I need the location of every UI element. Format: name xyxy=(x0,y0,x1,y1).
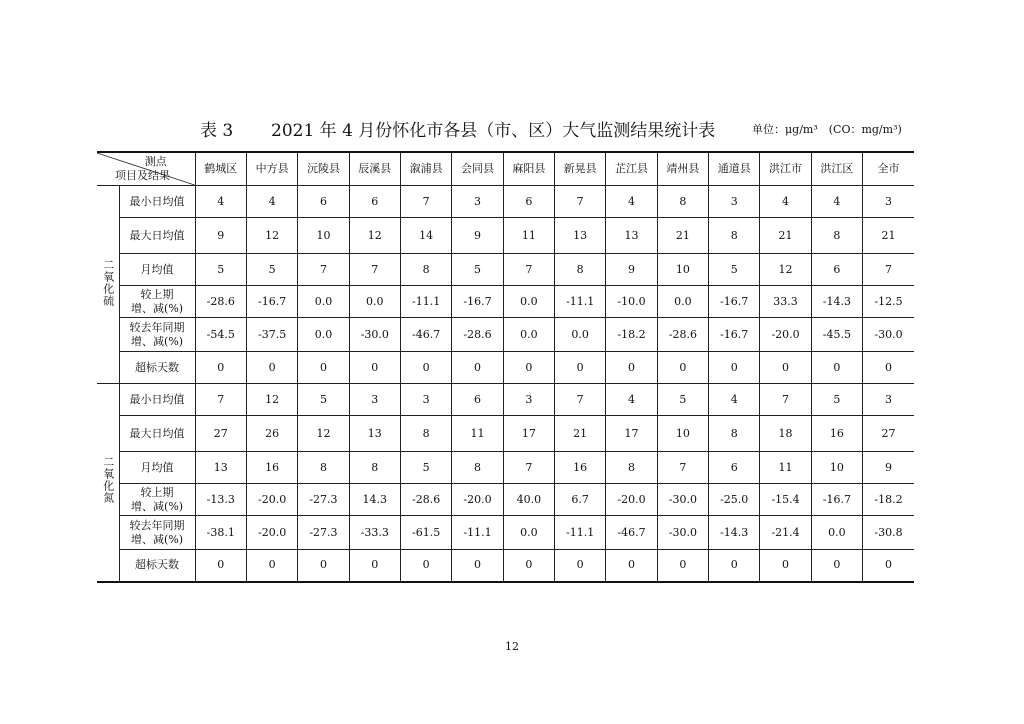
value-cell: -30.0 xyxy=(657,516,708,550)
value-cell: 3 xyxy=(863,186,914,218)
column-header: 会同县 xyxy=(452,152,503,186)
page-number: 12 xyxy=(505,640,519,653)
value-cell: -16.7 xyxy=(709,318,760,352)
value-cell: 5 xyxy=(246,254,297,286)
value-cell: 16 xyxy=(555,452,606,484)
value-cell: 3 xyxy=(349,384,400,416)
value-cell: 0 xyxy=(863,550,914,582)
value-cell: 16 xyxy=(811,416,862,452)
value-cell: 0 xyxy=(452,352,503,384)
column-header: 洪江区 xyxy=(811,152,862,186)
value-cell: 10 xyxy=(811,452,862,484)
value-cell: 9 xyxy=(195,218,246,254)
value-cell: 0.0 xyxy=(349,286,400,318)
column-header: 溆浦县 xyxy=(400,152,451,186)
table-row xyxy=(97,318,914,352)
value-cell: 0 xyxy=(555,550,606,582)
row-label: 最大日均值 xyxy=(129,426,185,440)
value-cell: 4 xyxy=(195,186,246,218)
value-cell: 8 xyxy=(400,416,451,452)
value-cell: -14.3 xyxy=(709,516,760,550)
value-cell: 6 xyxy=(709,452,760,484)
value-cell: -12.5 xyxy=(863,286,914,318)
value-cell: 12 xyxy=(246,218,297,254)
value-cell: 18 xyxy=(760,416,811,452)
table-row xyxy=(97,186,914,218)
value-cell: 0 xyxy=(657,352,708,384)
corner-header-cell xyxy=(97,152,195,186)
table-row xyxy=(97,384,914,416)
row-label-sub: 增、减(%) xyxy=(131,301,184,315)
value-cell: 27 xyxy=(863,416,914,452)
value-cell: 13 xyxy=(349,416,400,452)
value-cell: 8 xyxy=(349,452,400,484)
value-cell: 5 xyxy=(452,254,503,286)
column-header: 靖州县 xyxy=(657,152,708,186)
value-cell: 13 xyxy=(555,218,606,254)
value-cell: 7 xyxy=(195,384,246,416)
value-cell: -16.7 xyxy=(709,286,760,318)
value-cell: 14 xyxy=(400,218,451,254)
value-cell: 0 xyxy=(811,352,862,384)
value-cell: 0 xyxy=(246,352,297,384)
row-label-cell xyxy=(119,318,195,352)
value-cell: 6 xyxy=(349,186,400,218)
value-cell: -14.3 xyxy=(811,286,862,318)
row-label: 超标天数 xyxy=(135,360,180,374)
value-cell: 17 xyxy=(503,416,554,452)
value-cell: 9 xyxy=(606,254,657,286)
value-cell: 7 xyxy=(657,452,708,484)
value-cell: 0.0 xyxy=(657,286,708,318)
value-cell: 21 xyxy=(657,218,708,254)
value-cell: 8 xyxy=(400,254,451,286)
value-cell: 14.3 xyxy=(349,484,400,516)
value-cell: 0 xyxy=(349,550,400,582)
corner-label-item: 项目及结果 xyxy=(115,169,170,182)
value-cell: -18.2 xyxy=(863,484,914,516)
value-cell: 0 xyxy=(863,352,914,384)
group-label: 二氧化硫 xyxy=(101,258,115,307)
value-cell: -33.3 xyxy=(349,516,400,550)
value-cell: 6 xyxy=(452,384,503,416)
column-header: 辰溪县 xyxy=(349,152,400,186)
row-label: 最大日均值 xyxy=(129,228,185,242)
value-cell: -28.6 xyxy=(452,318,503,352)
value-cell: 6 xyxy=(811,254,862,286)
column-header: 新晃县 xyxy=(555,152,606,186)
value-cell: 7 xyxy=(503,452,554,484)
value-cell: 12 xyxy=(760,254,811,286)
value-cell: -16.7 xyxy=(452,286,503,318)
column-header: 鹤城区 xyxy=(195,152,246,186)
table-row xyxy=(97,218,914,254)
value-cell: 0.0 xyxy=(298,318,349,352)
value-cell: 17 xyxy=(606,416,657,452)
value-cell: 4 xyxy=(606,186,657,218)
row-label: 较去年同期 xyxy=(129,320,185,334)
value-cell: -16.7 xyxy=(811,484,862,516)
value-cell: -30.0 xyxy=(657,484,708,516)
row-label: 最小日均值 xyxy=(129,194,185,208)
value-cell: 0 xyxy=(298,352,349,384)
row-label-sub: 增、减(%) xyxy=(131,532,184,546)
row-label-cell xyxy=(119,218,195,254)
value-cell: 8 xyxy=(606,452,657,484)
value-cell: -27.3 xyxy=(298,484,349,516)
value-cell: 4 xyxy=(760,186,811,218)
value-cell: 7 xyxy=(503,254,554,286)
value-cell: -25.0 xyxy=(709,484,760,516)
value-cell: -38.1 xyxy=(195,516,246,550)
air-quality-table xyxy=(97,151,914,583)
value-cell: 0 xyxy=(555,352,606,384)
value-cell: -20.0 xyxy=(760,318,811,352)
value-cell: -10.0 xyxy=(606,286,657,318)
value-cell: 8 xyxy=(657,186,708,218)
row-label: 较去年同期 xyxy=(129,518,185,532)
value-cell: -30.0 xyxy=(349,318,400,352)
value-cell: 11 xyxy=(452,416,503,452)
row-label-cell xyxy=(119,416,195,452)
value-cell: 0 xyxy=(349,352,400,384)
value-cell: 0 xyxy=(246,550,297,582)
row-label: 最小日均值 xyxy=(129,392,185,406)
value-cell: -11.1 xyxy=(400,286,451,318)
row-label-cell xyxy=(119,384,195,416)
value-cell: 0 xyxy=(709,352,760,384)
value-cell: -54.5 xyxy=(195,318,246,352)
row-label: 超标天数 xyxy=(135,558,180,572)
value-cell: 7 xyxy=(349,254,400,286)
header-row xyxy=(97,152,914,186)
value-cell: 33.3 xyxy=(760,286,811,318)
column-header: 沅陵县 xyxy=(298,152,349,186)
row-label: 月均值 xyxy=(140,262,174,276)
value-cell: 16 xyxy=(246,452,297,484)
value-cell: 5 xyxy=(298,384,349,416)
value-cell: -46.7 xyxy=(606,516,657,550)
value-cell: -27.3 xyxy=(298,516,349,550)
value-cell: 9 xyxy=(452,218,503,254)
value-cell: -20.0 xyxy=(606,484,657,516)
row-label: 月均值 xyxy=(140,460,174,474)
value-cell: 5 xyxy=(811,384,862,416)
row-label-cell xyxy=(119,352,195,384)
value-cell: 0 xyxy=(400,352,451,384)
value-cell: 0 xyxy=(195,550,246,582)
row-label-cell xyxy=(119,484,195,516)
value-cell: 8 xyxy=(709,218,760,254)
value-cell: -37.5 xyxy=(246,318,297,352)
value-cell: -11.1 xyxy=(452,516,503,550)
value-cell: 0 xyxy=(811,550,862,582)
table-row xyxy=(97,286,914,318)
value-cell: -21.4 xyxy=(760,516,811,550)
row-label-cell xyxy=(119,286,195,318)
value-cell: 3 xyxy=(452,186,503,218)
value-cell: 0 xyxy=(606,550,657,582)
value-cell: -11.1 xyxy=(555,516,606,550)
row-label-sub: 增、减(%) xyxy=(131,334,184,348)
value-cell: 4 xyxy=(811,186,862,218)
value-cell: 7 xyxy=(555,186,606,218)
table-row xyxy=(97,416,914,452)
value-cell: 4 xyxy=(606,384,657,416)
value-cell: 13 xyxy=(606,218,657,254)
column-header: 中方县 xyxy=(246,152,297,186)
table-row xyxy=(97,516,914,550)
row-label-sub: 增、减(%) xyxy=(131,499,184,513)
value-cell: 6 xyxy=(298,186,349,218)
value-cell: -15.4 xyxy=(760,484,811,516)
column-header: 芷江县 xyxy=(606,152,657,186)
value-cell: 3 xyxy=(503,384,554,416)
value-cell: 0 xyxy=(503,550,554,582)
group-label-cell xyxy=(97,384,119,582)
value-cell: -30.8 xyxy=(863,516,914,550)
corner-label-station: 测点 xyxy=(144,155,167,168)
value-cell: 0 xyxy=(657,550,708,582)
value-cell: 0 xyxy=(452,550,503,582)
value-cell: 0 xyxy=(606,352,657,384)
value-cell: -13.3 xyxy=(195,484,246,516)
value-cell: 13 xyxy=(195,452,246,484)
table-number: 表 3 xyxy=(200,121,234,141)
value-cell: -28.6 xyxy=(400,484,451,516)
value-cell: -28.6 xyxy=(657,318,708,352)
value-cell: 8 xyxy=(709,416,760,452)
value-cell: -11.1 xyxy=(555,286,606,318)
value-cell: 4 xyxy=(246,186,297,218)
value-cell: 10 xyxy=(657,416,708,452)
value-cell: 0 xyxy=(298,550,349,582)
value-cell: 0 xyxy=(503,352,554,384)
value-cell: 5 xyxy=(195,254,246,286)
value-cell: 7 xyxy=(298,254,349,286)
table-row xyxy=(97,484,914,516)
unit-note: 单位：μg/m³ (CO：mg/m³) xyxy=(752,123,902,136)
value-cell: 9 xyxy=(863,452,914,484)
value-cell: 3 xyxy=(400,384,451,416)
value-cell: 7 xyxy=(760,384,811,416)
column-header: 洪江市 xyxy=(760,152,811,186)
value-cell: -20.0 xyxy=(246,484,297,516)
value-cell: -45.5 xyxy=(811,318,862,352)
value-cell: 0 xyxy=(195,352,246,384)
value-cell: 0 xyxy=(400,550,451,582)
value-cell: 0.0 xyxy=(503,318,554,352)
value-cell: 4 xyxy=(709,384,760,416)
row-label-cell xyxy=(119,186,195,218)
value-cell: 6.7 xyxy=(555,484,606,516)
value-cell: 10 xyxy=(657,254,708,286)
value-cell: 8 xyxy=(555,254,606,286)
row-label: 较上期 xyxy=(140,485,174,499)
table-row xyxy=(97,452,914,484)
value-cell: 27 xyxy=(195,416,246,452)
value-cell: 8 xyxy=(811,218,862,254)
row-label-cell xyxy=(119,254,195,286)
value-cell: 8 xyxy=(452,452,503,484)
value-cell: 7 xyxy=(400,186,451,218)
value-cell: -16.7 xyxy=(246,286,297,318)
value-cell: 12 xyxy=(246,384,297,416)
value-cell: 0 xyxy=(760,550,811,582)
value-cell: 26 xyxy=(246,416,297,452)
value-cell: -61.5 xyxy=(400,516,451,550)
value-cell: 7 xyxy=(863,254,914,286)
table-row xyxy=(97,254,914,286)
column-header: 全市 xyxy=(863,152,914,186)
value-cell: 0.0 xyxy=(811,516,862,550)
value-cell: 5 xyxy=(400,452,451,484)
value-cell: 12 xyxy=(349,218,400,254)
value-cell: 11 xyxy=(503,218,554,254)
value-cell: 21 xyxy=(863,218,914,254)
table-title-row xyxy=(0,116,1024,142)
group-label: 二氧化氮 xyxy=(101,456,115,505)
column-header: 通道县 xyxy=(709,152,760,186)
value-cell: 3 xyxy=(863,384,914,416)
column-header: 麻阳县 xyxy=(503,152,554,186)
value-cell: 7 xyxy=(555,384,606,416)
table-title: 2021 年 4 月份怀化市各县（市、区）大气监测结果统计表 xyxy=(271,121,716,141)
value-cell: -28.6 xyxy=(195,286,246,318)
value-cell: 12 xyxy=(298,416,349,452)
value-cell: 0.0 xyxy=(298,286,349,318)
value-cell: 21 xyxy=(555,416,606,452)
value-cell: 0.0 xyxy=(503,286,554,318)
value-cell: 10 xyxy=(298,218,349,254)
value-cell: 0 xyxy=(709,550,760,582)
value-cell: 11 xyxy=(760,452,811,484)
table-row xyxy=(97,550,914,582)
value-cell: 21 xyxy=(760,218,811,254)
value-cell: 0 xyxy=(760,352,811,384)
row-label-cell xyxy=(119,550,195,582)
row-label: 较上期 xyxy=(140,287,174,301)
row-label-cell xyxy=(119,516,195,550)
value-cell: 5 xyxy=(657,384,708,416)
value-cell: -18.2 xyxy=(606,318,657,352)
row-label-cell xyxy=(119,452,195,484)
value-cell: 6 xyxy=(503,186,554,218)
value-cell: 0.0 xyxy=(503,516,554,550)
value-cell: 8 xyxy=(298,452,349,484)
value-cell: -30.0 xyxy=(863,318,914,352)
value-cell: 3 xyxy=(709,186,760,218)
value-cell: -20.0 xyxy=(246,516,297,550)
value-cell: 40.0 xyxy=(503,484,554,516)
value-cell: 0.0 xyxy=(555,318,606,352)
table-row xyxy=(97,352,914,384)
group-label-cell xyxy=(97,186,119,384)
value-cell: 5 xyxy=(709,254,760,286)
value-cell: -46.7 xyxy=(400,318,451,352)
value-cell: -20.0 xyxy=(452,484,503,516)
